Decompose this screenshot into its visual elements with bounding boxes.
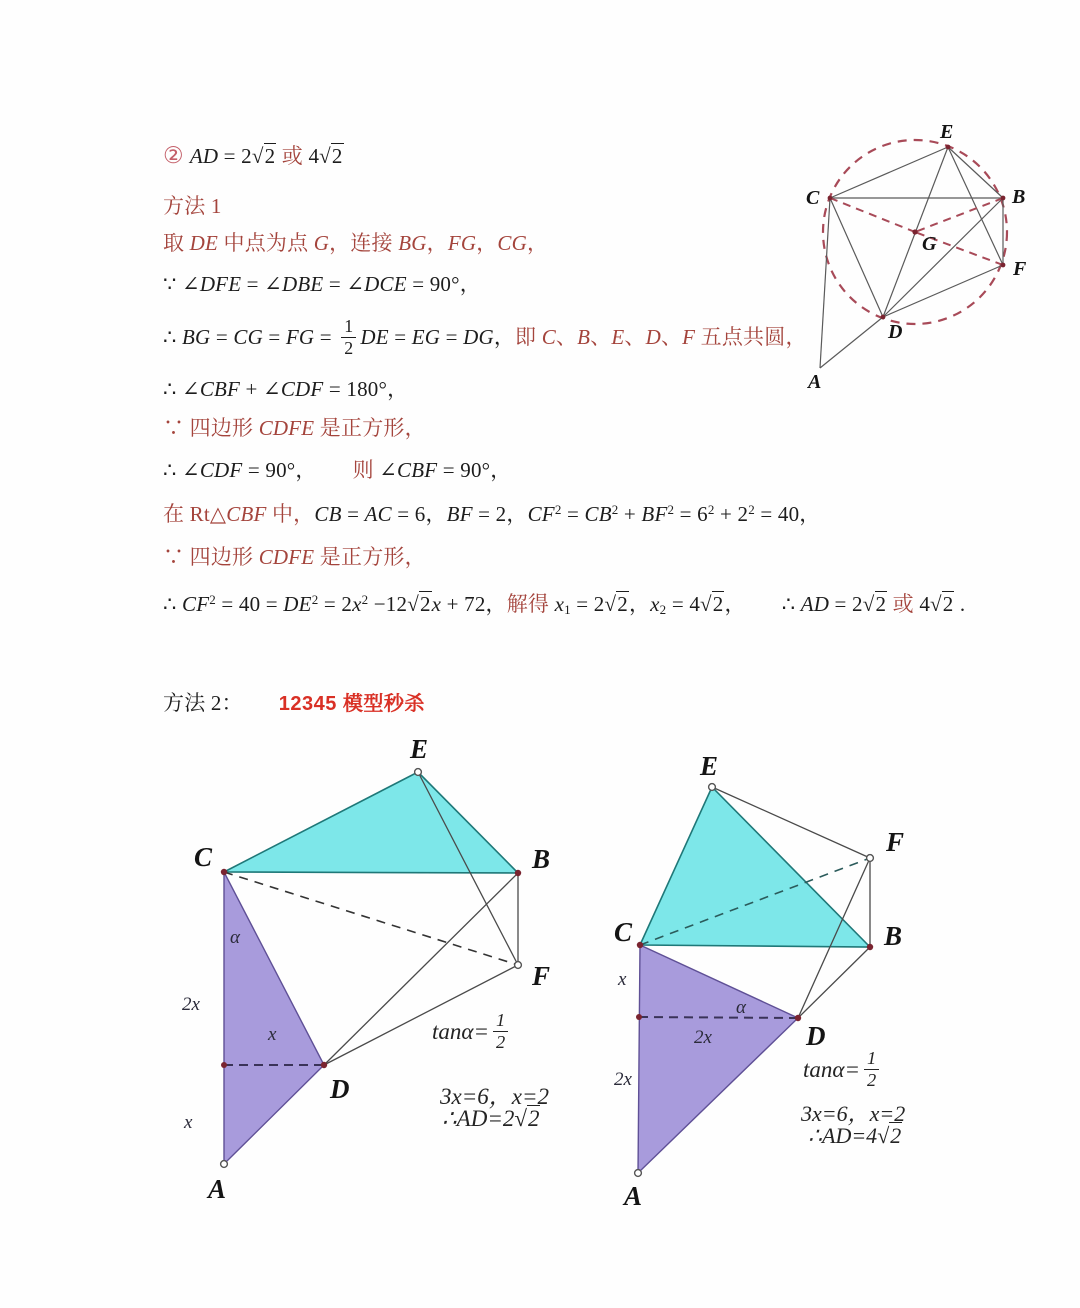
vertex-label-C: C xyxy=(194,842,213,872)
segment-label-x-mid: x xyxy=(268,1024,277,1045)
vertex-label-E: E xyxy=(940,121,954,143)
vertex-label-C: C xyxy=(614,917,633,947)
vertex-label-B: B xyxy=(884,921,903,951)
statement-rt-cbf: 在 Rt△CBF 中，CB = AC = 6，BF = 2，$CF^2 = CB^2 + BF^2 = 6^2 + 2^2 = 40$， xyxy=(163,501,821,526)
cyan-triangle-CEB xyxy=(224,772,518,873)
vertex-label-G: G xyxy=(922,233,937,255)
solve-x-note: 3x=6，x=2 xyxy=(801,1101,906,1126)
tan-alpha-note: tanα= $\frac{1}{2}$ xyxy=(432,1012,512,1055)
segment-label-2x-lower: 2x xyxy=(614,1069,632,1090)
alpha-label: α xyxy=(230,927,240,948)
vertex-label-D: D xyxy=(888,321,903,343)
vertex-label-F: F xyxy=(886,827,905,857)
statement-cbf-cdf-180: ∴ ∠CBF + ∠CDF = 180°， xyxy=(163,377,409,401)
vertex-label-A: A xyxy=(624,1181,643,1211)
diagram-five-point-circle xyxy=(788,108,1064,400)
method2-heading: 方法 2： 12345 模型秒杀 xyxy=(163,691,425,715)
diagram2-svg xyxy=(170,730,580,1220)
vertex-label-D: D xyxy=(806,1021,826,1051)
statement-cdf-90: ∴ ∠CDF = 90°， 则 ∠CBF = 90°， xyxy=(163,458,512,482)
dashed-midpoint-D xyxy=(639,1017,798,1018)
vertex-label-F: F xyxy=(1013,258,1027,280)
statement-square-cdfe-1: ∵ 四边形 CDFE 是正方形， xyxy=(163,416,426,440)
segment-label-x-lower: x xyxy=(184,1112,193,1133)
segment-label-2x-mid: 2x xyxy=(694,1027,712,1048)
vertex-label-A: A xyxy=(808,371,822,393)
vertex-label-C: C xyxy=(806,187,820,209)
ad-result-note: ∴AD=2√2 xyxy=(442,1106,540,1131)
diagram1-svg xyxy=(788,108,1064,400)
purple-triangle-CDA xyxy=(638,945,798,1173)
vertex-label-B: B xyxy=(1012,186,1026,208)
cyan-triangle-CEB xyxy=(640,787,870,947)
diagram-model-left xyxy=(170,730,580,1220)
vertex-label-F: F xyxy=(532,961,551,991)
vertex-label-E: E xyxy=(700,751,719,781)
alpha-label: α xyxy=(736,997,746,1018)
statement-answer: ② AD = 2√2 或 4√2 xyxy=(163,143,343,168)
ad-result-note: ∴AD=4√2 xyxy=(808,1123,902,1148)
solid-edges xyxy=(820,147,1003,368)
purple-triangle-CDA xyxy=(224,872,324,1164)
statement-concyclic: ∴ BG = CG = FG = $\frac{1}{2}$ DE = EG = DG，即 C、B、E、D、F 五点共圆， xyxy=(163,316,807,358)
statement-square-cdfe-2: ∵ 四边形 CDFE 是正方形， xyxy=(163,545,426,569)
vertex-label-B: B xyxy=(532,844,551,874)
solve-x-note: 3x=6，x=2 xyxy=(440,1084,549,1109)
vertex-dots xyxy=(828,145,1006,320)
segment-label-2x: 2x xyxy=(182,994,200,1015)
tan-alpha-note: tanα= $\frac{1}{2}$ xyxy=(803,1050,883,1093)
statement-construct-g: 取 DE 中点为点 G，连接 BG，FG，CG， xyxy=(163,231,549,255)
method1-heading: 方法 1 xyxy=(163,194,222,218)
statement-solve: ∴ $CF^2 = 40 = DE^2 = 2x^2 -12√2x + 72$，解得 x1 = 2√2，x2 = 4√2， ∴ AD = 2√2 或 4√2 . xyxy=(163,591,966,618)
statement-angles-90: ∵ ∠DFE = ∠DBE = ∠DCE = 90°， xyxy=(163,272,481,296)
vertex-label-E: E xyxy=(410,734,429,764)
diagram3-svg xyxy=(590,745,1010,1215)
segment-label-x: x xyxy=(618,969,627,990)
dashed-CF xyxy=(224,872,518,965)
vertex-label-D: D xyxy=(330,1074,350,1104)
vertex-label-A: A xyxy=(208,1174,227,1204)
diagram-model-right xyxy=(590,745,1010,1215)
